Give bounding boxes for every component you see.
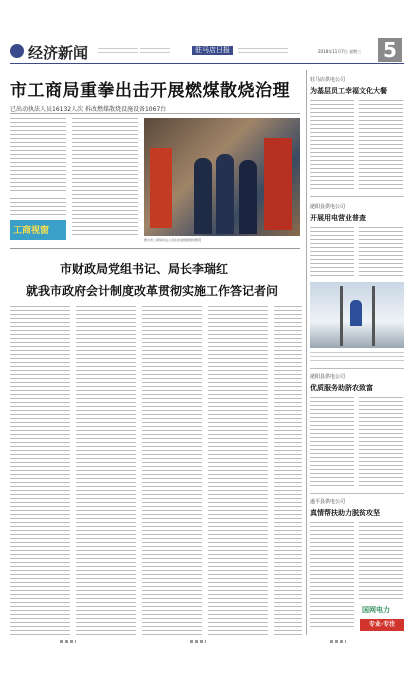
utility-pole-icon xyxy=(340,286,343,346)
sidebar-photo-caption xyxy=(310,352,404,364)
lead-body-col1-b xyxy=(10,198,66,218)
sidebar-item-body xyxy=(310,227,354,277)
sidebar-item-title: 优质服务助脐农致富 xyxy=(310,384,373,392)
sidebar-item-body xyxy=(359,522,403,600)
lead-headline: 市工商局重拳出击开展燃煤散烧治理 xyxy=(10,81,290,101)
sidebar-item-body xyxy=(310,100,354,192)
sidebar-divider xyxy=(306,70,307,635)
lead-rule xyxy=(10,113,300,114)
photo-person xyxy=(239,160,257,234)
sidebar-item-title: 真情帮扶助力脱贫攻坚 xyxy=(310,509,380,517)
sidebar-item-org: 泌阳县供电公司 xyxy=(310,204,346,210)
sidebar-item-body xyxy=(359,100,403,192)
sidebar-photo xyxy=(310,282,404,348)
header-section: 经济新闻 xyxy=(28,44,89,62)
sidebar xyxy=(310,70,405,640)
main-headline-2: 就我市政府会计制度改革贯彻实施工作答记者问 xyxy=(26,284,279,298)
sidebar-item-org: 遂平县供电公司 xyxy=(310,499,346,505)
power-ad xyxy=(360,603,404,633)
photo-shop-sign-2 xyxy=(264,138,292,230)
lead-body-col1 xyxy=(10,118,66,192)
footer-ornament xyxy=(190,640,206,643)
power-ad-slogan: 专业·专注 xyxy=(360,619,404,631)
sidebar-rule xyxy=(310,493,404,494)
sidebar-item-body xyxy=(359,397,403,489)
page-header xyxy=(0,36,415,66)
masthead: 驻马店日报 xyxy=(192,46,233,55)
sidebar-item-body xyxy=(359,227,403,277)
main-body-col5 xyxy=(274,306,302,636)
main-body-col1 xyxy=(10,306,70,636)
header-date: 2018年11月7日 星期三 xyxy=(318,49,362,54)
photo-caption: 图为市工商局执法人员在检查燃煤散烧情况 xyxy=(144,238,202,242)
lead-story xyxy=(10,70,300,245)
sidebar-rule xyxy=(310,368,404,369)
sidebar-item-title: 为基层员工幸福文化大餐 xyxy=(310,87,387,95)
lead-bottom-rule xyxy=(10,248,300,249)
header-logo-icon xyxy=(10,44,24,58)
header-tagline xyxy=(98,48,138,54)
page-number: 5 xyxy=(378,38,402,62)
photo-person xyxy=(216,154,234,234)
sidebar-item-title: 开展用电营业普查 xyxy=(310,214,366,222)
main-body-col4 xyxy=(208,306,268,636)
main-headline-1: 市财政局党组书记、局长李瑞红 xyxy=(60,262,229,276)
sidebar-rule xyxy=(310,196,404,197)
lead-subhead: 已出动执法人员16132人次 拆改燃煤散烧设施设备1067台 xyxy=(10,106,167,113)
header-rule xyxy=(10,63,404,64)
main-body-col2 xyxy=(76,306,136,636)
banner-title: 工商视窗 xyxy=(13,226,50,236)
main-body-col3 xyxy=(142,306,202,636)
lead-photo xyxy=(144,118,300,236)
power-ad-brand: 国网电力 xyxy=(362,606,390,614)
footer-ornament xyxy=(60,640,76,643)
sidebar-item-body xyxy=(310,522,354,628)
gongshang-banner xyxy=(10,220,66,240)
header-editors xyxy=(238,48,288,54)
photo-person xyxy=(194,158,212,234)
lead-body-col2 xyxy=(72,118,138,236)
sidebar-item-body xyxy=(310,397,354,489)
footer-ornament xyxy=(330,640,346,643)
header-tagline-2 xyxy=(140,48,170,54)
utility-pole-icon xyxy=(372,286,375,346)
sidebar-item-org: 泌阳县供电公司 xyxy=(310,374,346,380)
photo-shop-sign xyxy=(150,148,172,228)
sidebar-item-org: 驻马店供电公司 xyxy=(310,77,346,83)
worker-figure xyxy=(350,300,362,326)
